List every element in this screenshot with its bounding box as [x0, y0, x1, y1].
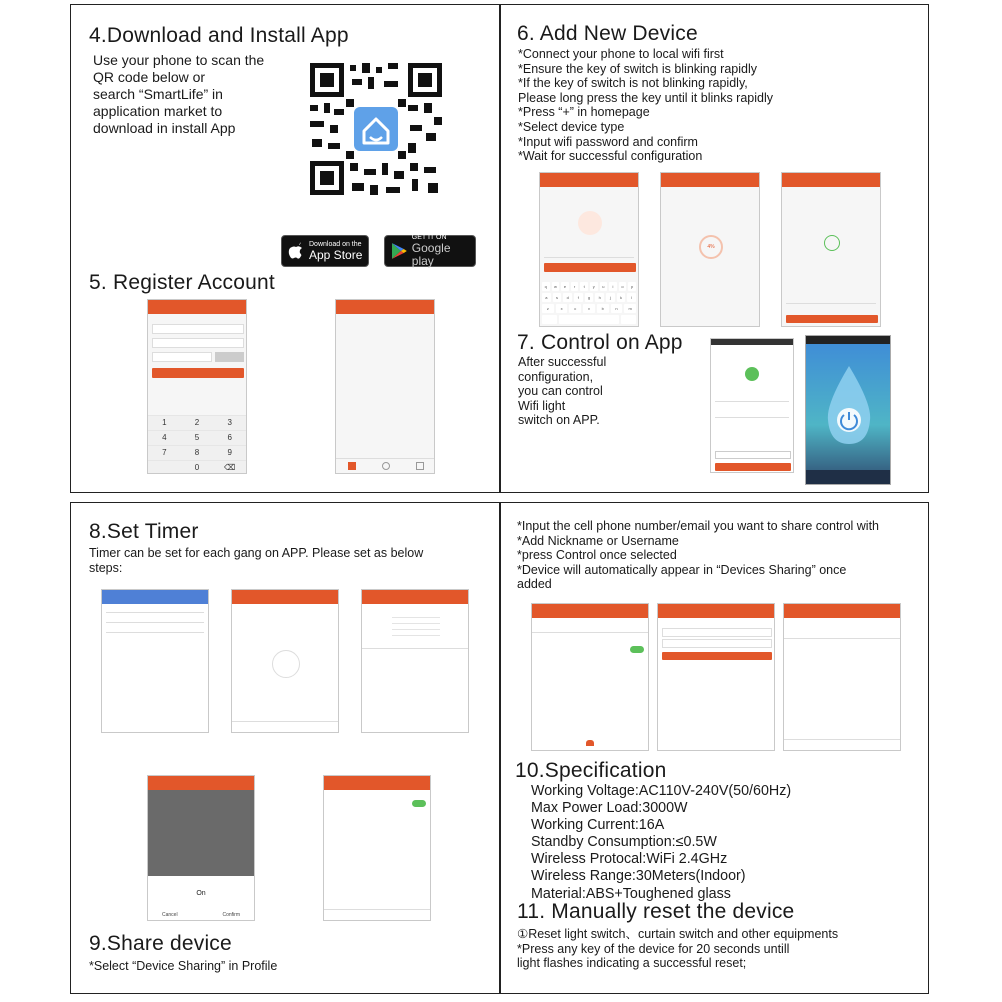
home-tab-icon[interactable] [348, 462, 356, 470]
key-blank [148, 460, 181, 474]
connected-header [782, 173, 880, 187]
add-sharing-screen [657, 603, 775, 751]
section6-steps: *Connect your phone to local wifi first *Ensure the key of switch is blinking rapidly *If the key of switch is not blinking rapidly, Please long press the key until it blinks rapidly *Press “+” in homepage *Select device type *Input wifi password and confirm *Wait for successful configuration [518, 47, 773, 164]
key-7[interactable]: 7 [148, 445, 181, 460]
spec-wireless-protocol: Wireless Protocal:WiFi 2.4GHz [531, 851, 728, 868]
password-underline [544, 257, 634, 258]
wifi-header [540, 173, 638, 187]
add-tab-icon[interactable] [382, 462, 390, 470]
google-play-big-text: Google play [411, 241, 451, 268]
added-done-button[interactable] [715, 463, 791, 471]
device-added-screen [710, 338, 794, 473]
share-new-device-row[interactable] [532, 632, 648, 633]
spec-current: Working Current:16A [531, 817, 665, 834]
sharing-bottom-icon [586, 740, 594, 746]
section4-text: Use your phone to scan the QR code below or search “SmartLife” in application market to download in install App [93, 52, 265, 136]
key-9[interactable]: 9 [213, 445, 246, 460]
section7-text: After successful configuration, you can control Wifi light switch on APP. [518, 355, 607, 428]
panel-timer-share [70, 502, 500, 994]
connecting-screen [660, 172, 760, 327]
device-sharing-screen [531, 603, 649, 751]
add-sharing-divider [784, 739, 900, 740]
qr-code-graphic [306, 59, 446, 199]
section9-title: 9.Share device [89, 932, 232, 955]
timer-screen [231, 589, 339, 733]
my-sharings-header [784, 604, 900, 618]
spec-voltage: Working Voltage:AC110V-240V(50/60Hz) [531, 783, 792, 799]
timer-list-screen [323, 775, 431, 921]
google-play-small-text: GET IT ON [411, 234, 447, 241]
profile-tab-icon[interactable] [416, 462, 424, 470]
spec-wireless-range: Wireless Range:30Meters(Indoor) [531, 868, 746, 885]
spec-material: Material:ABS+Toughened glass [531, 885, 731, 902]
section8-title: 8.Set Timer [89, 520, 199, 543]
wifi-password-screen [539, 172, 639, 327]
picker-on-option[interactable]: On [196, 890, 206, 897]
control-tabbar [806, 470, 890, 484]
timer-on-off-picker [147, 775, 255, 921]
section8-text: Timer can be set for each gang on APP. Please set as below steps: [89, 546, 424, 575]
switch-option-row[interactable] [362, 648, 468, 649]
share-steps-text: *Input the cell phone number/email you want to share control with *Add Nickname or Username *press Control once selected *Device will automatically appear in “Devices Sharing” once added [517, 519, 880, 592]
device-sharing-header [532, 604, 648, 618]
app-store-big-text: App Store [309, 247, 363, 262]
clock-icon [272, 650, 300, 678]
register-header [148, 300, 246, 314]
add-timer-header [362, 590, 468, 604]
qr-code [306, 59, 446, 199]
share-country-field[interactable] [662, 628, 772, 637]
wifi-keyboard[interactable]: q w e r t y u i o p a s d f g h j k l z x c v b n m [542, 280, 636, 324]
section9-text: *Select “Device Sharing” in Profile [89, 959, 278, 973]
section10-title: 10.Specification [515, 759, 667, 782]
spec-max-load: Max Power Load:3000W [531, 800, 688, 817]
panel-share-spec-reset [500, 502, 929, 994]
key-delete[interactable]: ⌫ [213, 460, 246, 474]
google-play-icon [391, 242, 407, 260]
key-5[interactable]: 5 [181, 430, 214, 445]
control-status-bar [806, 336, 890, 344]
share-with-family-button[interactable] [715, 451, 791, 459]
added-success-icon [745, 367, 759, 381]
app-store-small-text: Download on the [309, 240, 362, 248]
sharing-toggle[interactable] [630, 646, 644, 653]
switch1-row[interactable] [106, 612, 204, 613]
key-6[interactable]: 6 [213, 430, 246, 445]
share-divider [786, 303, 876, 304]
section4-title: 4.Download and Install App [89, 24, 349, 47]
spec-standby: Standby Consumption:≤0.5W [531, 834, 717, 851]
section5-title: 5. Register Account [89, 271, 275, 294]
time-picker[interactable] [392, 612, 440, 638]
add-timer-screen [361, 589, 469, 733]
control-screen [805, 335, 891, 485]
register-screen [147, 299, 247, 474]
panel-download-register [70, 4, 500, 493]
devices-home-screen [335, 299, 435, 474]
connected-screen [781, 172, 881, 327]
timer-toggle[interactable] [412, 800, 426, 807]
confirm-wifi-button[interactable] [544, 263, 636, 272]
device-row-divider [715, 401, 789, 402]
success-check-icon [824, 235, 840, 251]
gang-list-screen [101, 589, 209, 733]
progress-ring: 4% [699, 235, 723, 259]
timer-list-header [324, 776, 430, 790]
picker-confirm-button[interactable]: Confirm [222, 912, 240, 918]
picker-dim-overlay [148, 790, 254, 876]
google-play-badge[interactable] [384, 235, 476, 267]
phone-field[interactable] [152, 338, 244, 348]
get-code-button[interactable] [215, 352, 244, 362]
app-store-badge[interactable] [281, 235, 369, 267]
apple-icon [288, 242, 304, 260]
section7-title: 7. Control on App [517, 331, 683, 354]
connecting-header [661, 173, 759, 187]
section11-text: ①Reset light switch、curtain switch and other equipments *Press any key of the device for 20 seconds untill light flashes indicating a successful reset; [517, 927, 839, 971]
added-status-bar [711, 339, 793, 345]
timer-list-divider [324, 909, 430, 910]
key-0[interactable]: 0 [181, 460, 214, 474]
setting-header [102, 590, 208, 604]
switch2-row[interactable] [106, 622, 204, 623]
add-sharing-header [658, 604, 774, 618]
tabbar-divider [336, 458, 434, 459]
key-4[interactable]: 4 [148, 430, 181, 445]
my-sharings-screen [783, 603, 901, 751]
register-keypad[interactable] [148, 415, 246, 473]
power-button[interactable] [837, 408, 861, 432]
panel-add-control [500, 4, 929, 493]
code-field[interactable] [152, 352, 212, 362]
login-button[interactable] [152, 368, 244, 378]
country-field[interactable] [152, 324, 244, 334]
key-2[interactable]: 2 [181, 415, 214, 430]
sharing-entry-row[interactable] [784, 638, 900, 639]
share-account-field[interactable] [662, 639, 772, 648]
picker-cancel-button[interactable]: Cancel [162, 912, 178, 918]
section6-title: 6. Add New Device [517, 22, 698, 45]
key-1[interactable]: 1 [148, 415, 181, 430]
section11-title: 11. Manually reset the device [517, 900, 795, 923]
spec-list [531, 783, 921, 903]
switch3-row[interactable] [106, 632, 204, 633]
done-button[interactable] [786, 315, 878, 323]
share-completed-button[interactable] [662, 652, 772, 660]
devices-header [336, 300, 434, 314]
water-drop-icon [824, 364, 874, 448]
key-3[interactable]: 3 [213, 415, 246, 430]
key-8[interactable]: 8 [181, 445, 214, 460]
device-row-divider-2 [715, 417, 789, 418]
timer-header [232, 590, 338, 604]
add-timer-divider [232, 721, 338, 722]
wifi-icon [578, 211, 602, 235]
picker-header [148, 776, 254, 790]
